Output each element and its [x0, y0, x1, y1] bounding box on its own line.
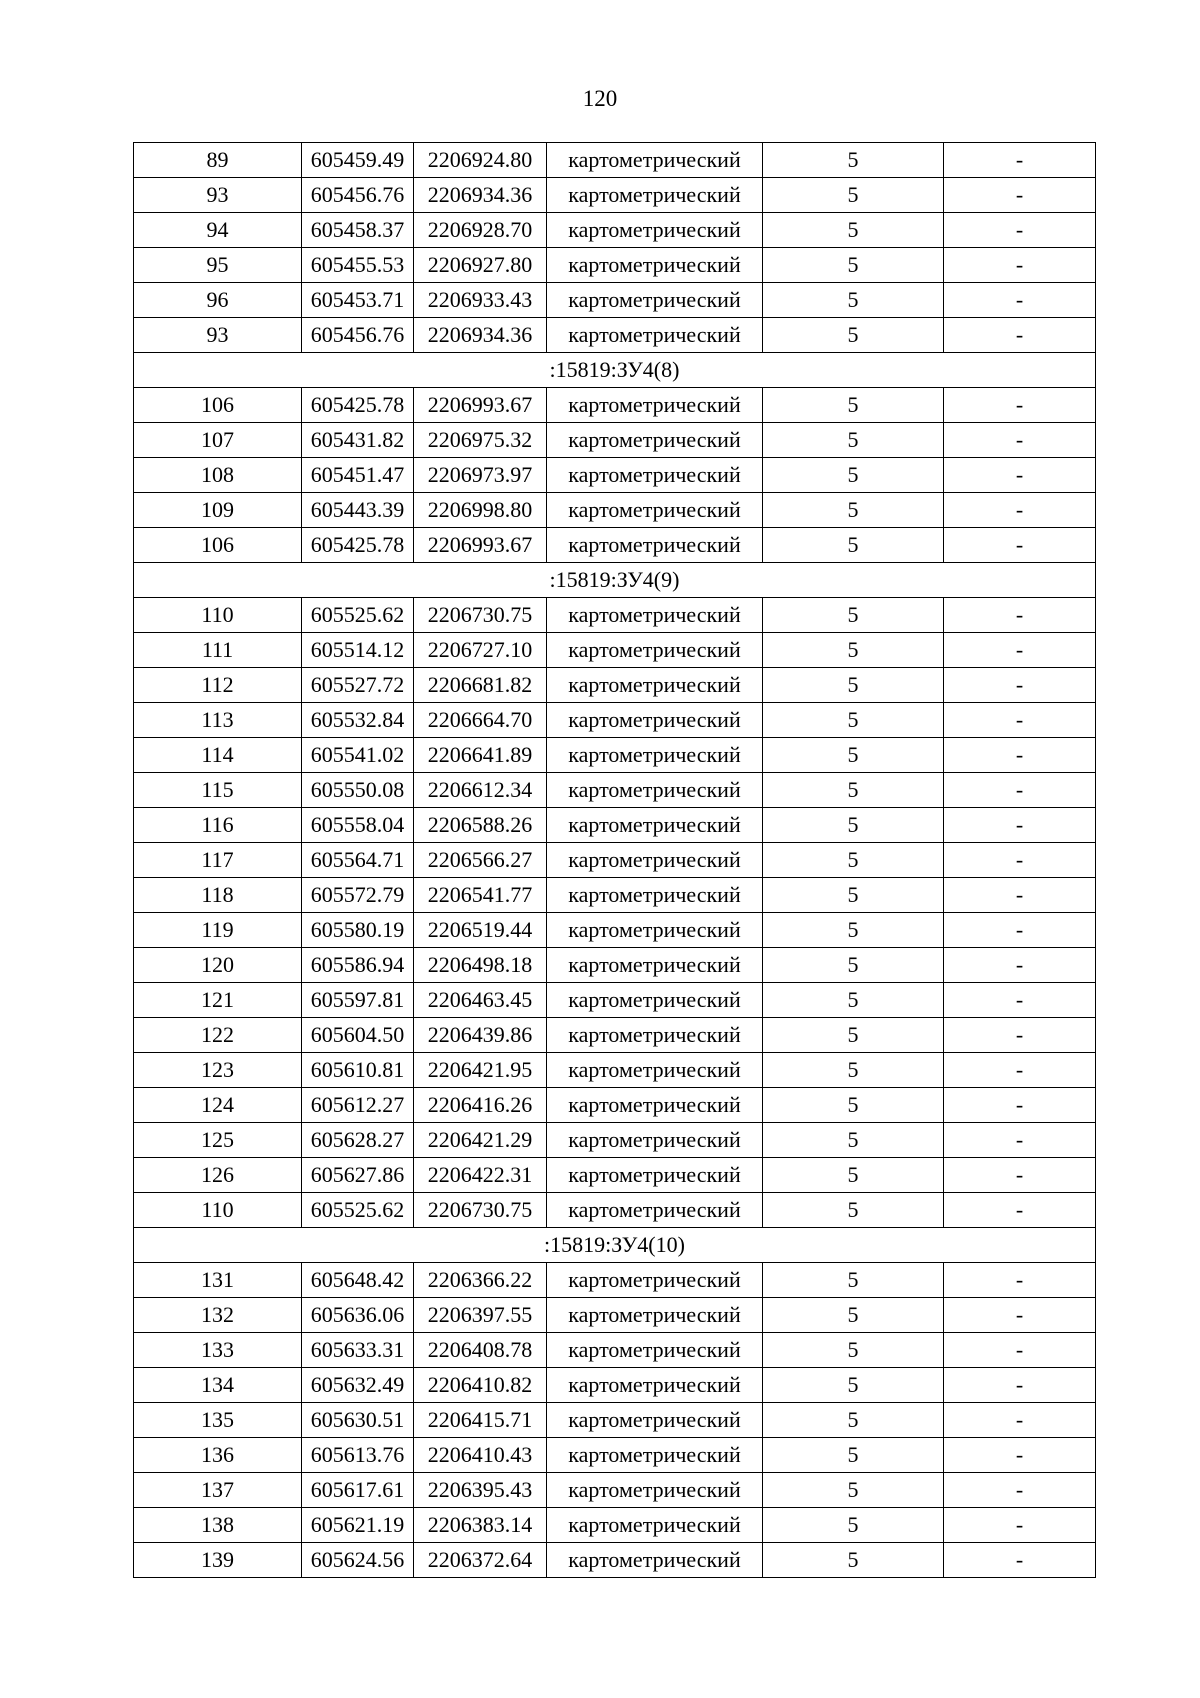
- accuracy-cell: 5: [763, 248, 944, 283]
- note-cell: -: [944, 1053, 1096, 1088]
- table-row: [134, 1088, 1096, 1123]
- x-coordinate-cell: 605525.62: [302, 598, 414, 633]
- accuracy-cell: 5: [763, 843, 944, 878]
- y-coordinate-cell: 2206924.80: [414, 143, 547, 178]
- method-cell: картометрический: [547, 983, 763, 1018]
- note-cell: -: [944, 1438, 1096, 1473]
- x-coordinate-cell: 605431.82: [302, 423, 414, 458]
- point-number-cell: 110: [134, 1193, 302, 1228]
- point-number-cell: 133: [134, 1333, 302, 1368]
- point-number-cell: 122: [134, 1018, 302, 1053]
- table-row: [134, 143, 1096, 178]
- y-coordinate-cell: 2206498.18: [414, 948, 547, 983]
- note-cell: -: [944, 878, 1096, 913]
- accuracy-cell: 5: [763, 458, 944, 493]
- method-cell: картометрический: [547, 1298, 763, 1333]
- table-row: [134, 1543, 1096, 1578]
- method-cell: картометрический: [547, 318, 763, 353]
- section-heading-row: [134, 563, 1096, 598]
- point-number-cell: 124: [134, 1088, 302, 1123]
- method-cell: картометрический: [547, 1368, 763, 1403]
- accuracy-cell: 5: [763, 738, 944, 773]
- table-row: [134, 633, 1096, 668]
- note-cell: -: [944, 1123, 1096, 1158]
- table-row: [134, 213, 1096, 248]
- point-number-cell: 134: [134, 1368, 302, 1403]
- accuracy-cell: 5: [763, 1018, 944, 1053]
- table-row: [134, 1123, 1096, 1158]
- note-cell: -: [944, 1018, 1096, 1053]
- table-row: [134, 248, 1096, 283]
- y-coordinate-cell: 2206664.70: [414, 703, 547, 738]
- point-number-cell: 114: [134, 738, 302, 773]
- method-cell: картометрический: [547, 1263, 763, 1298]
- note-cell: -: [944, 528, 1096, 563]
- method-cell: картометрический: [547, 493, 763, 528]
- x-coordinate-cell: 605580.19: [302, 913, 414, 948]
- table-row: [134, 178, 1096, 213]
- accuracy-cell: 5: [763, 318, 944, 353]
- point-number-cell: 126: [134, 1158, 302, 1193]
- table-row: [134, 703, 1096, 738]
- x-coordinate-cell: 605630.51: [302, 1403, 414, 1438]
- note-cell: -: [944, 598, 1096, 633]
- point-number-cell: 138: [134, 1508, 302, 1543]
- x-coordinate-cell: 605604.50: [302, 1018, 414, 1053]
- accuracy-cell: 5: [763, 633, 944, 668]
- point-number-cell: 118: [134, 878, 302, 913]
- accuracy-cell: 5: [763, 1473, 944, 1508]
- point-number-cell: 132: [134, 1298, 302, 1333]
- table-row: [134, 808, 1096, 843]
- point-number-cell: 107: [134, 423, 302, 458]
- table-row: [134, 1368, 1096, 1403]
- y-coordinate-cell: 2206927.80: [414, 248, 547, 283]
- y-coordinate-cell: 2206366.22: [414, 1263, 547, 1298]
- table-row: [134, 1053, 1096, 1088]
- note-cell: -: [944, 1403, 1096, 1438]
- point-number-cell: 89: [134, 143, 302, 178]
- point-number-cell: 108: [134, 458, 302, 493]
- accuracy-cell: 5: [763, 808, 944, 843]
- x-coordinate-cell: 605633.31: [302, 1333, 414, 1368]
- y-coordinate-cell: 2206993.67: [414, 528, 547, 563]
- accuracy-cell: 5: [763, 213, 944, 248]
- table-row: [134, 1298, 1096, 1333]
- method-cell: картометрический: [547, 1333, 763, 1368]
- point-number-cell: 131: [134, 1263, 302, 1298]
- table-row: [134, 423, 1096, 458]
- x-coordinate-cell: 605455.53: [302, 248, 414, 283]
- table-row: [134, 913, 1096, 948]
- method-cell: картометрический: [547, 1543, 763, 1578]
- method-cell: картометрический: [547, 878, 763, 913]
- accuracy-cell: 5: [763, 668, 944, 703]
- y-coordinate-cell: 2206410.82: [414, 1368, 547, 1403]
- accuracy-cell: 5: [763, 493, 944, 528]
- x-coordinate-cell: 605459.49: [302, 143, 414, 178]
- point-number-cell: 116: [134, 808, 302, 843]
- method-cell: картометрический: [547, 1088, 763, 1123]
- y-coordinate-cell: 2206566.27: [414, 843, 547, 878]
- y-coordinate-cell: 2206588.26: [414, 808, 547, 843]
- note-cell: -: [944, 1543, 1096, 1578]
- accuracy-cell: 5: [763, 1263, 944, 1298]
- note-cell: -: [944, 1508, 1096, 1543]
- x-coordinate-cell: 605628.27: [302, 1123, 414, 1158]
- y-coordinate-cell: 2206439.86: [414, 1018, 547, 1053]
- point-number-cell: 119: [134, 913, 302, 948]
- coordinates-table: [133, 142, 1096, 1578]
- table-row: [134, 948, 1096, 983]
- method-cell: картометрический: [547, 598, 763, 633]
- point-number-cell: 139: [134, 1543, 302, 1578]
- table-row: [134, 528, 1096, 563]
- point-number-cell: 109: [134, 493, 302, 528]
- x-coordinate-cell: 605648.42: [302, 1263, 414, 1298]
- section-heading: :15819:ЗУ4(8): [134, 353, 1096, 388]
- table-row: [134, 1158, 1096, 1193]
- note-cell: -: [944, 458, 1096, 493]
- accuracy-cell: 5: [763, 1088, 944, 1123]
- section-heading: :15819:ЗУ4(9): [134, 563, 1096, 598]
- point-number-cell: 106: [134, 388, 302, 423]
- note-cell: -: [944, 633, 1096, 668]
- note-cell: -: [944, 1158, 1096, 1193]
- accuracy-cell: 5: [763, 1333, 944, 1368]
- table-row: [134, 598, 1096, 633]
- y-coordinate-cell: 2206421.95: [414, 1053, 547, 1088]
- note-cell: -: [944, 213, 1096, 248]
- x-coordinate-cell: 605425.78: [302, 388, 414, 423]
- x-coordinate-cell: 605443.39: [302, 493, 414, 528]
- note-cell: -: [944, 668, 1096, 703]
- y-coordinate-cell: 2206681.82: [414, 668, 547, 703]
- method-cell: картометрический: [547, 143, 763, 178]
- accuracy-cell: 5: [763, 1368, 944, 1403]
- note-cell: -: [944, 843, 1096, 878]
- table-row: [134, 1438, 1096, 1473]
- x-coordinate-cell: 605451.47: [302, 458, 414, 493]
- y-coordinate-cell: 2206993.67: [414, 388, 547, 423]
- accuracy-cell: 5: [763, 948, 944, 983]
- accuracy-cell: 5: [763, 178, 944, 213]
- note-cell: -: [944, 773, 1096, 808]
- point-number-cell: 95: [134, 248, 302, 283]
- note-cell: -: [944, 1298, 1096, 1333]
- note-cell: -: [944, 1263, 1096, 1298]
- table-row: [134, 1508, 1096, 1543]
- point-number-cell: 120: [134, 948, 302, 983]
- y-coordinate-cell: 2206422.31: [414, 1158, 547, 1193]
- note-cell: -: [944, 388, 1096, 423]
- accuracy-cell: 5: [763, 1438, 944, 1473]
- y-coordinate-cell: 2206397.55: [414, 1298, 547, 1333]
- note-cell: -: [944, 1473, 1096, 1508]
- accuracy-cell: 5: [763, 1508, 944, 1543]
- y-coordinate-cell: 2206421.29: [414, 1123, 547, 1158]
- point-number-cell: 93: [134, 178, 302, 213]
- y-coordinate-cell: 2206519.44: [414, 913, 547, 948]
- page-number: 120: [582, 86, 618, 111]
- accuracy-cell: 5: [763, 143, 944, 178]
- y-coordinate-cell: 2206408.78: [414, 1333, 547, 1368]
- accuracy-cell: 5: [763, 283, 944, 318]
- point-number-cell: 113: [134, 703, 302, 738]
- y-coordinate-cell: 2206410.43: [414, 1438, 547, 1473]
- x-coordinate-cell: 605527.72: [302, 668, 414, 703]
- note-cell: -: [944, 318, 1096, 353]
- y-coordinate-cell: 2206383.14: [414, 1508, 547, 1543]
- accuracy-cell: 5: [763, 388, 944, 423]
- accuracy-cell: 5: [763, 983, 944, 1018]
- point-number-cell: 137: [134, 1473, 302, 1508]
- method-cell: картометрический: [547, 1473, 763, 1508]
- note-cell: -: [944, 143, 1096, 178]
- note-cell: -: [944, 1088, 1096, 1123]
- method-cell: картометрический: [547, 178, 763, 213]
- x-coordinate-cell: 605564.71: [302, 843, 414, 878]
- x-coordinate-cell: 605621.19: [302, 1508, 414, 1543]
- table-row: [134, 843, 1096, 878]
- coordinates-table-body: [134, 143, 1096, 1578]
- y-coordinate-cell: 2206998.80: [414, 493, 547, 528]
- y-coordinate-cell: 2206416.26: [414, 1088, 547, 1123]
- table-row: [134, 1473, 1096, 1508]
- y-coordinate-cell: 2206541.77: [414, 878, 547, 913]
- x-coordinate-cell: 605541.02: [302, 738, 414, 773]
- method-cell: картометрический: [547, 773, 763, 808]
- x-coordinate-cell: 605425.78: [302, 528, 414, 563]
- method-cell: картометрический: [547, 1403, 763, 1438]
- accuracy-cell: 5: [763, 598, 944, 633]
- point-number-cell: 123: [134, 1053, 302, 1088]
- table-row: [134, 388, 1096, 423]
- method-cell: картометрический: [547, 668, 763, 703]
- accuracy-cell: 5: [763, 773, 944, 808]
- x-coordinate-cell: 605456.76: [302, 318, 414, 353]
- y-coordinate-cell: 2206612.34: [414, 773, 547, 808]
- accuracy-cell: 5: [763, 703, 944, 738]
- y-coordinate-cell: 2206727.10: [414, 633, 547, 668]
- y-coordinate-cell: 2206928.70: [414, 213, 547, 248]
- method-cell: картометрический: [547, 738, 763, 773]
- accuracy-cell: 5: [763, 1543, 944, 1578]
- method-cell: картометрический: [547, 458, 763, 493]
- note-cell: -: [944, 283, 1096, 318]
- section-heading-row: [134, 353, 1096, 388]
- accuracy-cell: 5: [763, 1053, 944, 1088]
- note-cell: -: [944, 948, 1096, 983]
- y-coordinate-cell: 2206641.89: [414, 738, 547, 773]
- method-cell: картометрический: [547, 1053, 763, 1088]
- table-row: [134, 493, 1096, 528]
- accuracy-cell: 5: [763, 1298, 944, 1333]
- method-cell: картометрический: [547, 703, 763, 738]
- y-coordinate-cell: 2206730.75: [414, 598, 547, 633]
- accuracy-cell: 5: [763, 528, 944, 563]
- method-cell: картометрический: [547, 283, 763, 318]
- method-cell: картометрический: [547, 1193, 763, 1228]
- point-number-cell: 112: [134, 668, 302, 703]
- x-coordinate-cell: 605558.04: [302, 808, 414, 843]
- accuracy-cell: 5: [763, 1158, 944, 1193]
- note-cell: -: [944, 423, 1096, 458]
- table-row: [134, 318, 1096, 353]
- note-cell: -: [944, 808, 1096, 843]
- x-coordinate-cell: 605632.49: [302, 1368, 414, 1403]
- y-coordinate-cell: 2206934.36: [414, 178, 547, 213]
- point-number-cell: 93: [134, 318, 302, 353]
- table-row: [134, 983, 1096, 1018]
- method-cell: картометрический: [547, 1123, 763, 1158]
- x-coordinate-cell: 605586.94: [302, 948, 414, 983]
- table-row: [134, 668, 1096, 703]
- x-coordinate-cell: 605624.56: [302, 1543, 414, 1578]
- x-coordinate-cell: 605627.86: [302, 1158, 414, 1193]
- method-cell: картометрический: [547, 388, 763, 423]
- method-cell: картометрический: [547, 423, 763, 458]
- x-coordinate-cell: 605572.79: [302, 878, 414, 913]
- table-row: [134, 773, 1096, 808]
- note-cell: -: [944, 738, 1096, 773]
- method-cell: картометрический: [547, 528, 763, 563]
- point-number-cell: 125: [134, 1123, 302, 1158]
- y-coordinate-cell: 2206415.71: [414, 1403, 547, 1438]
- method-cell: картометрический: [547, 843, 763, 878]
- table-row: [134, 1263, 1096, 1298]
- y-coordinate-cell: 2206973.97: [414, 458, 547, 493]
- x-coordinate-cell: 605617.61: [302, 1473, 414, 1508]
- note-cell: -: [944, 913, 1096, 948]
- x-coordinate-cell: 605610.81: [302, 1053, 414, 1088]
- accuracy-cell: 5: [763, 1403, 944, 1438]
- accuracy-cell: 5: [763, 1193, 944, 1228]
- method-cell: картометрический: [547, 948, 763, 983]
- method-cell: картометрический: [547, 1018, 763, 1053]
- table-row: [134, 283, 1096, 318]
- x-coordinate-cell: 605532.84: [302, 703, 414, 738]
- note-cell: -: [944, 703, 1096, 738]
- table-row: [134, 1333, 1096, 1368]
- x-coordinate-cell: 605597.81: [302, 983, 414, 1018]
- note-cell: -: [944, 1193, 1096, 1228]
- section-heading-row: [134, 1228, 1096, 1263]
- x-coordinate-cell: 605456.76: [302, 178, 414, 213]
- section-heading: :15819:ЗУ4(10): [134, 1228, 1096, 1263]
- note-cell: -: [944, 1333, 1096, 1368]
- accuracy-cell: 5: [763, 423, 944, 458]
- point-number-cell: 106: [134, 528, 302, 563]
- table-row: [134, 1403, 1096, 1438]
- method-cell: картометрический: [547, 1158, 763, 1193]
- point-number-cell: 96: [134, 283, 302, 318]
- point-number-cell: 115: [134, 773, 302, 808]
- note-cell: -: [944, 983, 1096, 1018]
- point-number-cell: 111: [134, 633, 302, 668]
- accuracy-cell: 5: [763, 878, 944, 913]
- method-cell: картометрический: [547, 808, 763, 843]
- y-coordinate-cell: 2206463.45: [414, 983, 547, 1018]
- x-coordinate-cell: 605612.27: [302, 1088, 414, 1123]
- point-number-cell: 94: [134, 213, 302, 248]
- method-cell: картометрический: [547, 913, 763, 948]
- x-coordinate-cell: 605525.62: [302, 1193, 414, 1228]
- note-cell: -: [944, 248, 1096, 283]
- x-coordinate-cell: 605458.37: [302, 213, 414, 248]
- x-coordinate-cell: 605550.08: [302, 773, 414, 808]
- table-row: [134, 738, 1096, 773]
- point-number-cell: 110: [134, 598, 302, 633]
- accuracy-cell: 5: [763, 1123, 944, 1158]
- note-cell: -: [944, 1368, 1096, 1403]
- point-number-cell: 121: [134, 983, 302, 1018]
- method-cell: картометрический: [547, 213, 763, 248]
- method-cell: картометрический: [547, 1508, 763, 1543]
- x-coordinate-cell: 605514.12: [302, 633, 414, 668]
- point-number-cell: 136: [134, 1438, 302, 1473]
- method-cell: картометрический: [547, 248, 763, 283]
- y-coordinate-cell: 2206975.32: [414, 423, 547, 458]
- x-coordinate-cell: 605613.76: [302, 1438, 414, 1473]
- point-number-cell: 135: [134, 1403, 302, 1438]
- note-cell: -: [944, 493, 1096, 528]
- y-coordinate-cell: 2206934.36: [414, 318, 547, 353]
- table-row: [134, 458, 1096, 493]
- x-coordinate-cell: 605636.06: [302, 1298, 414, 1333]
- method-cell: картометрический: [547, 633, 763, 668]
- accuracy-cell: 5: [763, 913, 944, 948]
- x-coordinate-cell: 605453.71: [302, 283, 414, 318]
- note-cell: -: [944, 178, 1096, 213]
- table-row: [134, 1193, 1096, 1228]
- method-cell: картометрический: [547, 1438, 763, 1473]
- y-coordinate-cell: 2206372.64: [414, 1543, 547, 1578]
- table-row: [134, 1018, 1096, 1053]
- y-coordinate-cell: 2206730.75: [414, 1193, 547, 1228]
- y-coordinate-cell: 2206933.43: [414, 283, 547, 318]
- y-coordinate-cell: 2206395.43: [414, 1473, 547, 1508]
- table-row: [134, 878, 1096, 913]
- point-number-cell: 117: [134, 843, 302, 878]
